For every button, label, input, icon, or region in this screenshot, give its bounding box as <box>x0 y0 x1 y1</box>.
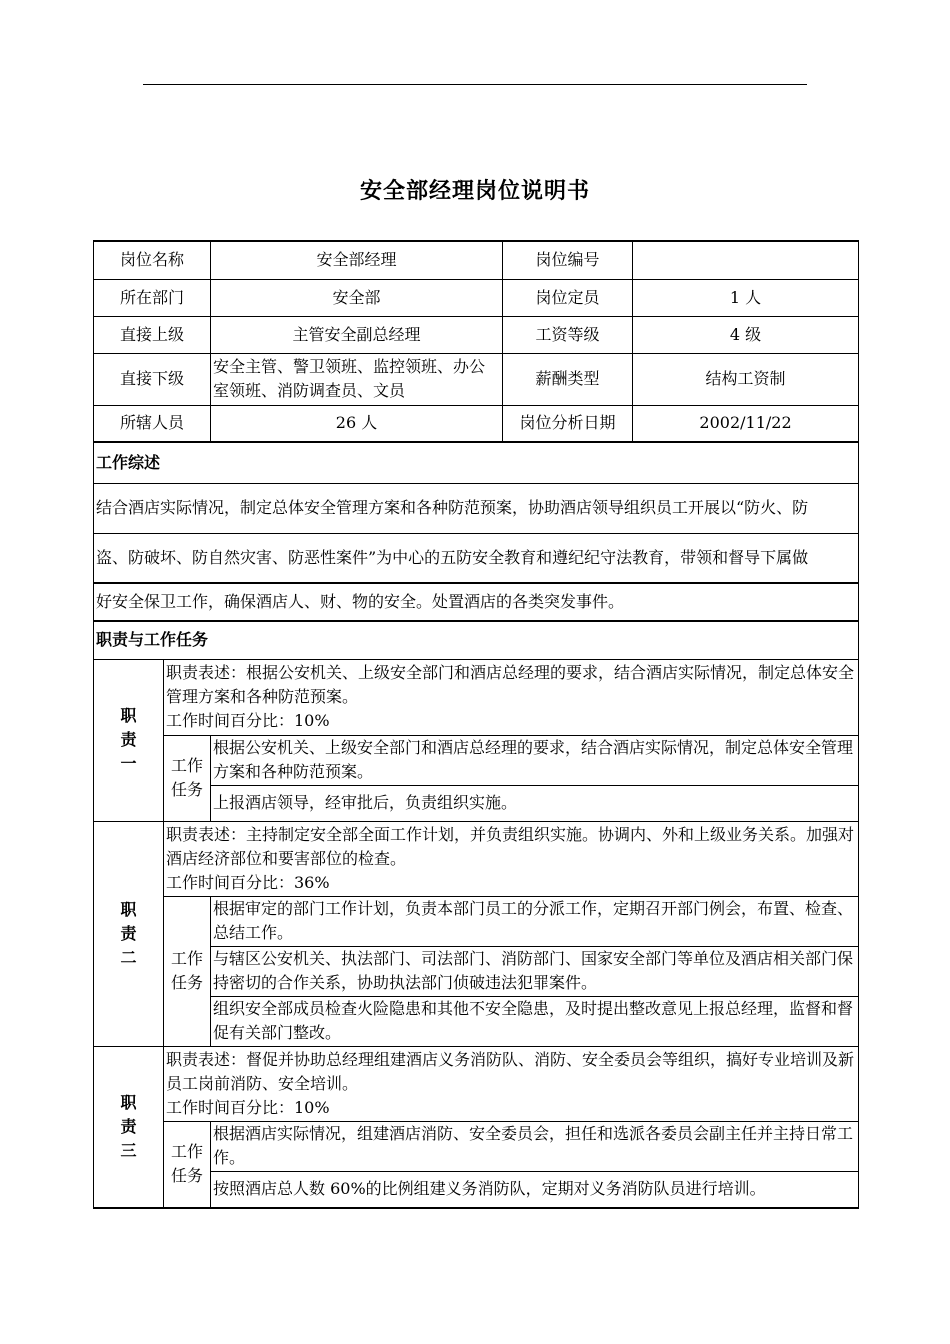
dept-value: 安全部 <box>211 279 503 316</box>
duty-1-time: 工作时间百分比：10% <box>166 711 330 730</box>
duty-2-statement-text: 职责表述：主持制定安全部全面工作计划，并负责组织实施。协调内、外和上级业务关系。加强对酒店经济部位和要害部位的检查。 <box>166 824 855 868</box>
duty-2-task-row-1 <box>94 896 859 946</box>
duty-3-task-label <box>164 1121 211 1208</box>
duty-2-task-1: 根据审定的部门工作计划，负责本部门员工的分派工作，定期召开部门例会，布置、检查、总结工作。 <box>211 896 859 946</box>
duty-3-task-2: 按照酒店总人数 60%的比例组建义务消防队，定期对义务消防队员进行培训。 <box>211 1171 859 1208</box>
grade-value: 4 级 <box>633 316 859 353</box>
pos-name-label: 岗位名称 <box>94 241 211 279</box>
info-row-4 <box>94 353 859 405</box>
summary-text-3: 好安全保卫工作，确保酒店人、财、物的安全。处置酒店的各类突发事件。 <box>94 583 859 621</box>
headcount-label: 岗位定员 <box>503 279 633 316</box>
info-row-3 <box>94 316 859 353</box>
subordinate-value: 安全主管、警卫领班、监控领班、办公室领班、消防调查员、文员 <box>211 353 503 405</box>
duty-2-task-3: 组织安全部成员检查火险隐患和其他不安全隐患，及时提出整改意见上报总经理，监督和督促有关部门整改。 <box>211 996 859 1046</box>
duty-3-label <box>94 1046 164 1208</box>
duty-3-statement <box>164 1046 859 1121</box>
dept-label: 所在部门 <box>94 279 211 316</box>
superior-label: 直接上级 <box>94 316 211 353</box>
pos-code-label: 岗位编号 <box>503 241 633 279</box>
duty-1-statement <box>164 659 859 735</box>
summary-text-1: 结合酒店实际情况，制定总体安全管理方案和各种防范预案，协助酒店领导组织员工开展以“防火、防 <box>94 483 859 533</box>
duty-2-statement <box>164 821 859 896</box>
duty-1-label-text: 职责一 <box>120 706 137 773</box>
staff-label: 所辖人员 <box>94 405 211 442</box>
duty-1-task-label <box>164 735 211 821</box>
summary-row-1 <box>94 483 859 533</box>
summary-text-2: 盗、防破坏、防自然灾害、防恶性案件”为中心的五防安全教育和遵纪纪守法教育，带领和督导下属做 <box>94 533 859 583</box>
summary-row-3 <box>94 583 859 621</box>
grade-label: 工资等级 <box>503 316 633 353</box>
duty-1-task-1: 根据公安机关、上级安全部门和酒店总经理的要求，结合酒店实际情况，制定总体安全管理方案和各种防范预案。 <box>211 735 859 785</box>
summary-heading: 工作综述 <box>94 442 859 483</box>
duty-1-task-label-text: 工作任务 <box>171 756 204 799</box>
duty-2-task-label <box>164 896 211 1046</box>
pos-code-value <box>633 241 859 279</box>
duty-2-task-2: 与辖区公安机关、执法部门、司法部门、消防部门、国家安全部门等单位及酒店相关部门保持密切的合作关系，协助执法部门侦破违法犯罪案件。 <box>211 946 859 996</box>
duty-3-statement-text: 职责表述：督促并协助总经理组建酒店义务消防队、消防、安全委员会等组织，搞好专业培训及新员工岗前消防、安全培训。 <box>166 1049 855 1093</box>
duty-3-time: 工作时间百分比：10% <box>166 1097 330 1117</box>
job-description-table <box>93 240 859 1209</box>
document-title: 安全部经理岗位说明书 <box>359 179 590 204</box>
duty-1-statement-text: 职责表述：根据公安机关、上级安全部门和酒店总经理的要求，结合酒店实际情况，制定总体安全管理方案和各种防范预案。 <box>166 663 855 706</box>
pay-type-value: 结构工资制 <box>633 353 859 405</box>
duty-3-task-label-text: 工作任务 <box>171 1142 204 1186</box>
duty-2-time: 工作时间百分比：36% <box>166 872 330 892</box>
duty-2-label-text: 职责二 <box>120 899 137 967</box>
info-row-2 <box>94 279 859 316</box>
duty-3-task-row-1 <box>94 1121 859 1171</box>
analysis-date-value: 2002/11/22 <box>633 405 859 442</box>
analysis-date-label: 岗位分析日期 <box>503 405 633 442</box>
duty-1-label <box>94 659 164 821</box>
duty-3-label-text: 职责三 <box>120 1092 137 1160</box>
headcount-value: 1 人 <box>633 279 859 316</box>
duty-1-task-row-1 <box>94 735 859 785</box>
pos-name-value: 安全部经理 <box>211 241 503 279</box>
duty-3-task-1: 根据酒店实际情况，组建酒店消防、安全委员会，担任和选派各委员会副主任并主持日常工作。 <box>211 1121 859 1171</box>
duty-1-statement-row <box>94 659 859 735</box>
subordinate-label: 直接下级 <box>94 353 211 405</box>
duty-2-statement-row <box>94 821 859 896</box>
info-row-1 <box>94 241 859 279</box>
duty-3-statement-row <box>94 1046 859 1121</box>
header-rule <box>143 84 807 85</box>
duty-2-label <box>94 821 164 1046</box>
duties-heading-row <box>94 621 859 659</box>
superior-value: 主管安全副总经理 <box>211 316 503 353</box>
duty-1-task-2: 上报酒店领导，经审批后，负责组织实施。 <box>211 785 859 821</box>
summary-row-2 <box>94 533 859 583</box>
summary-heading-row <box>94 442 859 483</box>
staff-value: 26 人 <box>211 405 503 442</box>
info-row-5 <box>94 405 859 442</box>
duties-heading: 职责与工作任务 <box>94 621 859 659</box>
pay-type-label: 薪酬类型 <box>503 353 633 405</box>
duty-2-task-label-text: 工作任务 <box>171 949 204 992</box>
